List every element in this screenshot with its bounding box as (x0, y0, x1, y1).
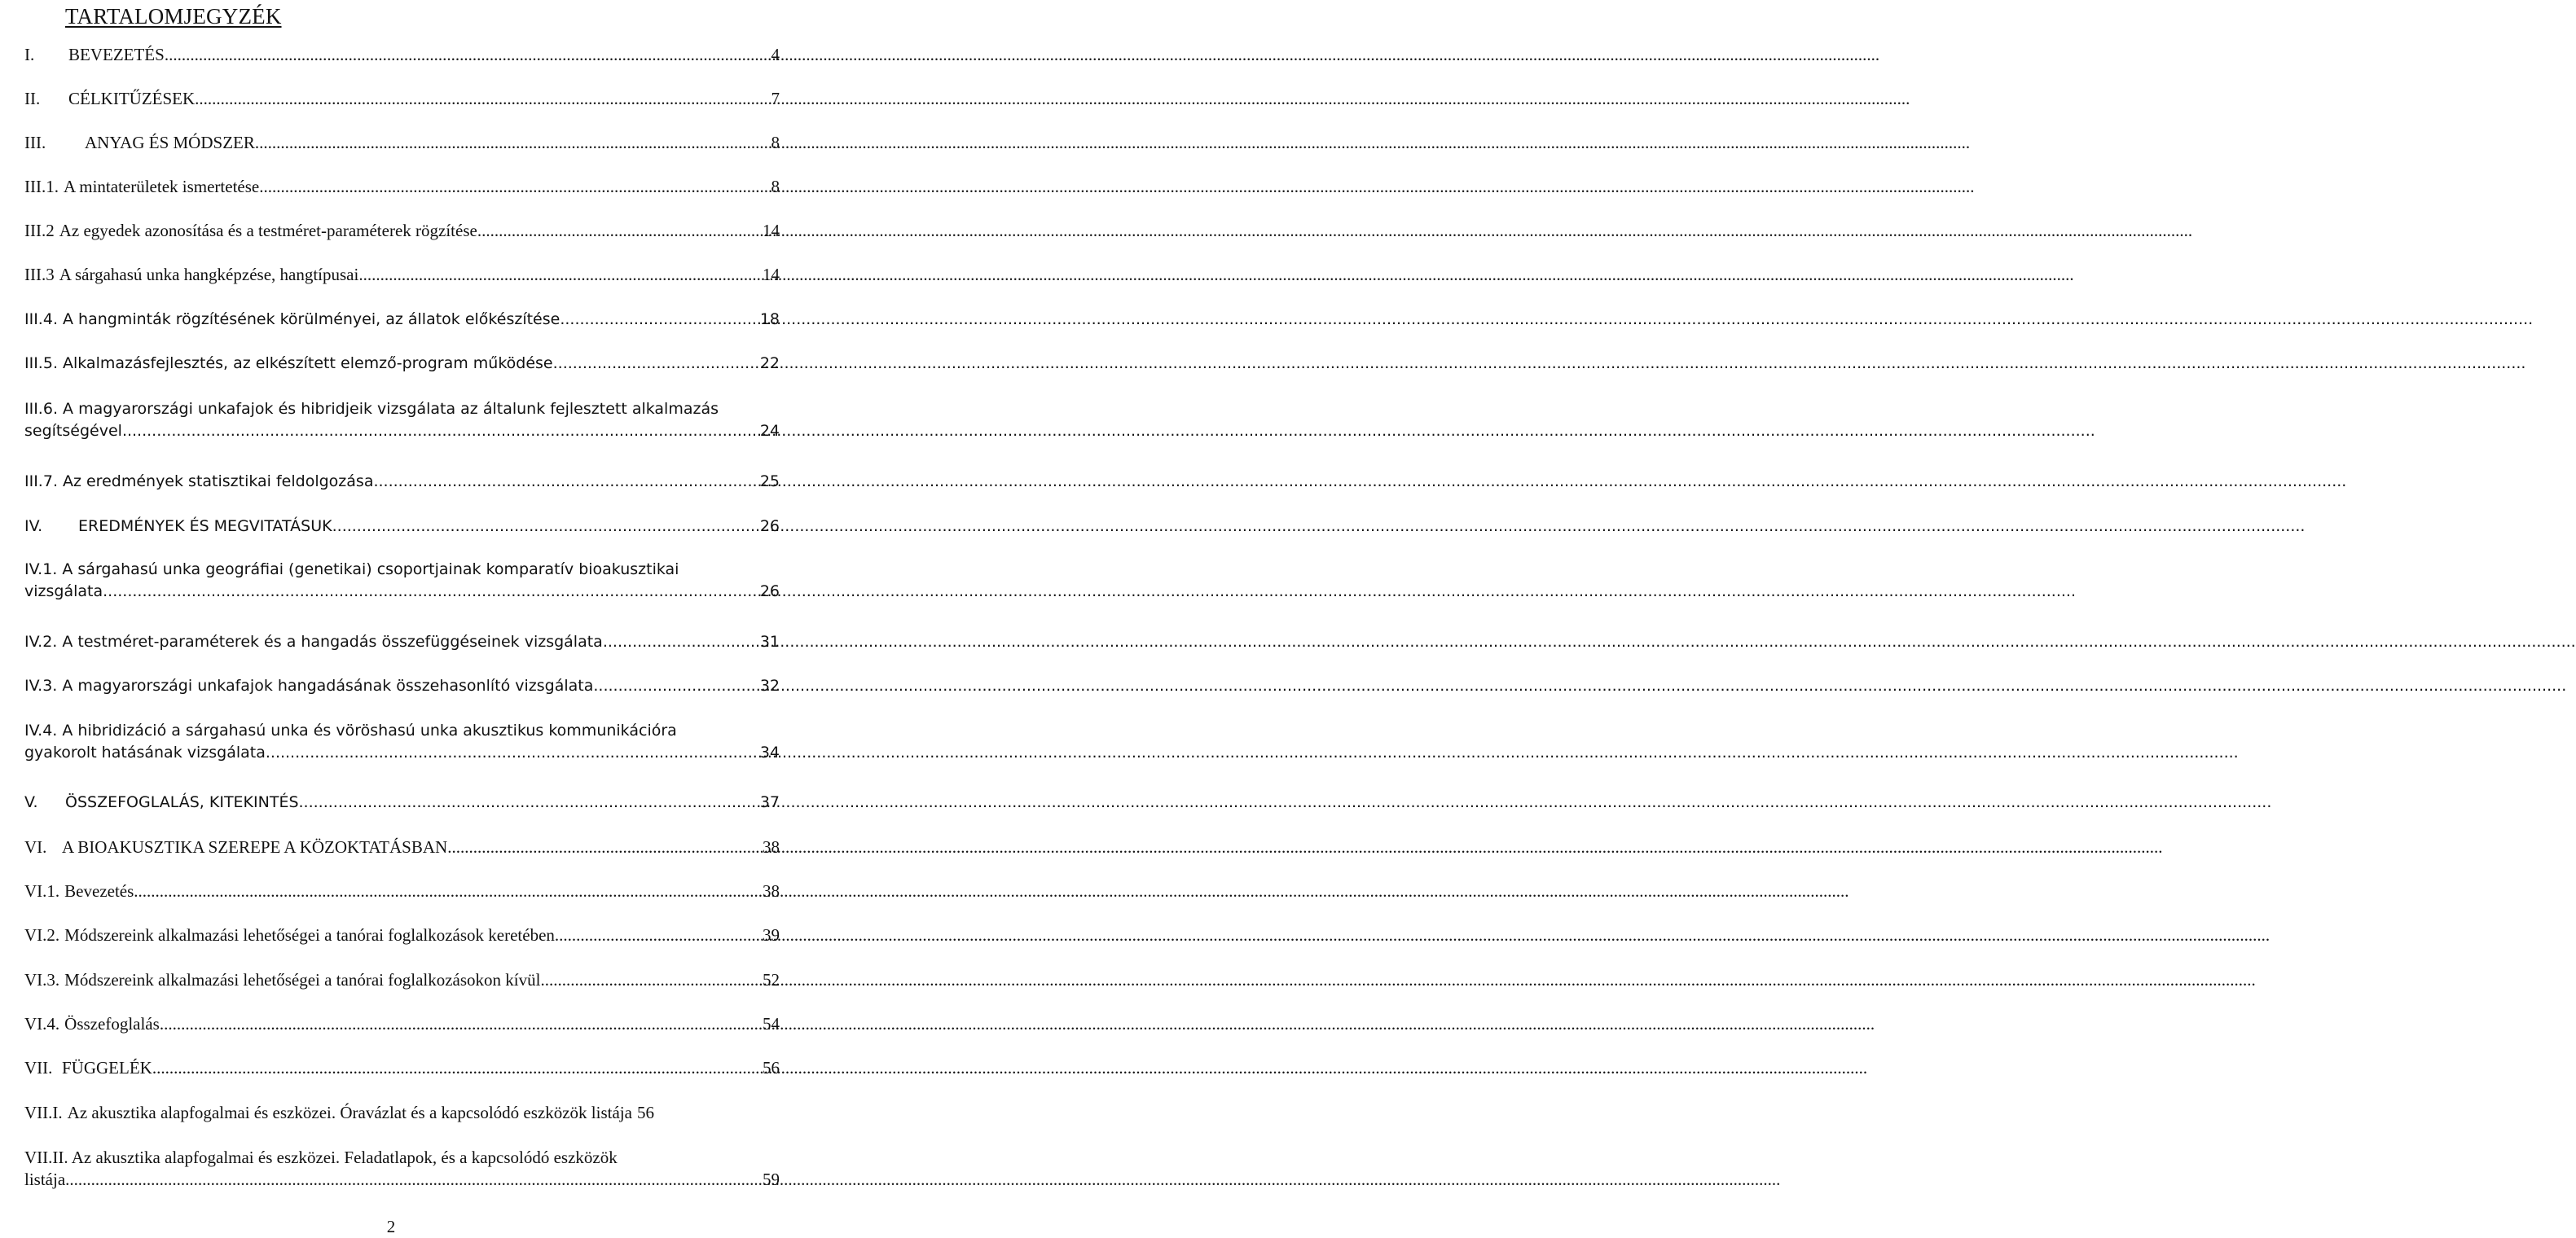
entry-title: Az akusztika alapfogalmai és eszközei. Óravázlat és a kapcsolódó eszközök listája (67, 1103, 632, 1122)
entry-title: Bevezetés (64, 881, 134, 901)
entry-number: VII. (24, 1058, 53, 1078)
entry-number: III.7. (24, 472, 58, 490)
entry-title: A hangminták rögzítésének körülményei, az állatok előkészítése (62, 310, 560, 328)
entry-number: IV.4. (24, 722, 58, 740)
entry-page: 56 (636, 1103, 654, 1122)
entry-number: II. (24, 89, 41, 108)
dot-leader (165, 44, 770, 66)
entry-title: Az eredmények statisztikai feldolgozása (62, 472, 374, 490)
dot-leader (65, 1169, 761, 1191)
dot-leader (255, 132, 770, 154)
toc-entry-2[interactable] (24, 88, 782, 110)
toc-entry-23[interactable] (24, 1102, 782, 1124)
entry-page: 26 (759, 517, 780, 535)
toc-entry-14[interactable] (24, 675, 782, 697)
dot-leader (122, 420, 758, 442)
dot-leader (299, 792, 758, 814)
entry-number: III.5. (24, 354, 58, 372)
dot-leader (593, 675, 758, 697)
entry-number: VI.2. (24, 925, 60, 945)
entry-title: ÖSSZEFOGLALÁS, KITEKINTÉS (65, 793, 299, 811)
toc-entry-12[interactable] (24, 559, 782, 603)
entry-page: 31 (759, 633, 780, 651)
entry-title-continued: listája (24, 1170, 66, 1189)
dot-leader (358, 264, 761, 286)
entry-page: 37 (759, 793, 780, 811)
entry-title: A sárgahasú unka hangképzése, hangtípusai (59, 265, 359, 284)
toc-entry-16[interactable] (24, 792, 782, 814)
entry-page: 39 (763, 925, 780, 945)
entry-page: 26 (759, 582, 780, 600)
entry-title-continued: vizsgálata (24, 582, 103, 600)
dot-leader (560, 309, 758, 331)
toc-title: TARTALOMJEGYZÉK (65, 4, 282, 29)
dot-leader (259, 176, 769, 198)
entry-title: FÜGGELÉK (62, 1058, 152, 1078)
entry-title: ANYAG ÉS MÓDSZER (85, 133, 255, 152)
entry-title: CÉLKITŰZÉSEK (68, 89, 196, 108)
toc-entry-15[interactable] (24, 720, 782, 764)
entry-number: IV.3. (24, 677, 58, 695)
toc-entry-1[interactable] (24, 44, 782, 66)
entry-page: 56 (763, 1058, 780, 1078)
toc-entry-11[interactable] (24, 516, 782, 538)
toc-entry-18[interactable] (24, 880, 782, 902)
dot-leader (553, 353, 758, 375)
entry-page: 8 (771, 177, 780, 196)
entry-title: A testméret-paraméterek és a hangadás összefüggéseinek vizsgálata (62, 633, 603, 651)
toc-entry-10[interactable] (24, 471, 782, 493)
toc-entry-13[interactable] (24, 631, 782, 653)
entry-page: 4 (771, 45, 780, 64)
entry-page: 38 (763, 837, 780, 857)
entry-page: 25 (759, 472, 780, 490)
entry-title: Módszereink alkalmazási lehetőségei a tanórai foglalkozásokon kívül (64, 970, 541, 990)
entry-page: 34 (759, 744, 780, 762)
toc-entry-5[interactable] (24, 220, 782, 242)
entry-number: VI. (24, 837, 47, 857)
dot-leader (477, 220, 761, 242)
entry-title: A mintaterületek ismertetése (63, 177, 260, 196)
entry-page: 22 (759, 354, 780, 372)
toc-entry-9[interactable] (24, 398, 782, 442)
entry-page: 32 (759, 677, 780, 695)
entry-number: IV.1. (24, 560, 58, 578)
dot-leader (152, 1057, 761, 1079)
entry-page: 14 (763, 265, 780, 284)
entry-title: A sárgahasú unka geográfiai (genetikai) csoportjainak komparatív bioakusztikai (62, 560, 679, 578)
toc-entry-6[interactable] (24, 264, 782, 286)
dot-leader (160, 1013, 761, 1035)
toc-entry-24[interactable] (24, 1147, 782, 1191)
entry-number: III.2 (24, 221, 55, 240)
dot-leader (195, 88, 769, 110)
entry-title: Alkalmazásfejlesztés, az elkészített elemző-program működése (62, 354, 553, 372)
entry-title: A magyarországi unkafajok és hibridjeik vizsgálata az általunk fejlesztett alkalmazás (63, 400, 719, 418)
dot-leader (540, 969, 761, 991)
entry-number: VI.4. (24, 1014, 60, 1034)
entry-number: III.4. (24, 310, 58, 328)
entry-number: III.3 (24, 265, 55, 284)
entry-page: 59 (763, 1170, 780, 1189)
entry-number: IV.2. (24, 633, 58, 651)
dot-leader (103, 581, 758, 603)
dot-leader (134, 880, 761, 902)
toc-entry-8[interactable] (24, 353, 782, 375)
entry-title: BEVEZETÉS (68, 45, 165, 64)
dot-leader (332, 516, 758, 538)
toc-entry-4[interactable] (24, 176, 782, 198)
toc-entry-21[interactable] (24, 1013, 782, 1035)
entry-title: Az akusztika alapfogalmai és eszközei. Feladatlapok, és a kapcsolódó eszközök (71, 1148, 618, 1167)
entry-page: 24 (759, 422, 780, 440)
entry-title: EREDMÉNYEK ÉS MEGVITATÁSUK (78, 517, 332, 535)
entry-number: VII.I. (24, 1103, 63, 1122)
entry-number: I. (24, 45, 35, 64)
entry-page: 8 (771, 133, 780, 152)
entry-title: A magyarországi unkafajok hangadásának összehasonlító vizsgálata (62, 677, 594, 695)
entry-page: 14 (763, 221, 780, 240)
entry-title: Módszereink alkalmazási lehetőségei a tanórai foglalkozások keretében (64, 925, 555, 945)
entry-title-continued: gyakorolt hatásának vizsgálata (24, 744, 266, 762)
entry-page: 18 (759, 310, 780, 328)
entry-number: III.1. (24, 177, 59, 196)
toc-entry-17[interactable] (24, 836, 782, 858)
dot-leader (447, 836, 761, 858)
entry-number: VI.3. (24, 970, 60, 990)
entry-page: 52 (763, 970, 780, 990)
dot-leader (555, 924, 761, 946)
entry-title: A hibridizáció a sárgahasú unka és vöröshasú unka akusztikus kommunikációra (62, 722, 677, 740)
entry-title: Az egyedek azonosítása és a testméret-paraméterek rögzítése (59, 221, 477, 240)
page-number: 2 (386, 1217, 396, 1236)
entry-title-continued: segítségével (24, 422, 122, 440)
toc-entry-7[interactable] (24, 309, 782, 331)
toc-entry-19[interactable] (24, 924, 782, 946)
toc-entry-22[interactable] (24, 1057, 782, 1079)
entry-title: A BIOAKUSZTIKA SZEREPE A KÖZOKTATÁSBAN (62, 837, 448, 857)
dot-leader (373, 471, 758, 493)
entry-number: VII.II. (24, 1148, 68, 1167)
toc-entry-20[interactable] (24, 969, 782, 991)
entry-number: III. (24, 133, 46, 152)
entry-number: IV. (24, 517, 43, 535)
toc-entry-3[interactable] (24, 132, 782, 154)
dot-leader (603, 631, 758, 653)
entry-page: 54 (763, 1014, 780, 1034)
entry-page: 38 (763, 881, 780, 901)
entry-page: 7 (771, 89, 780, 108)
entry-number: V. (24, 793, 38, 811)
entry-title: Összefoglalás (64, 1014, 160, 1034)
entry-number: III.6. (24, 400, 58, 418)
entry-number: VI.1. (24, 881, 60, 901)
dot-leader (266, 742, 758, 764)
